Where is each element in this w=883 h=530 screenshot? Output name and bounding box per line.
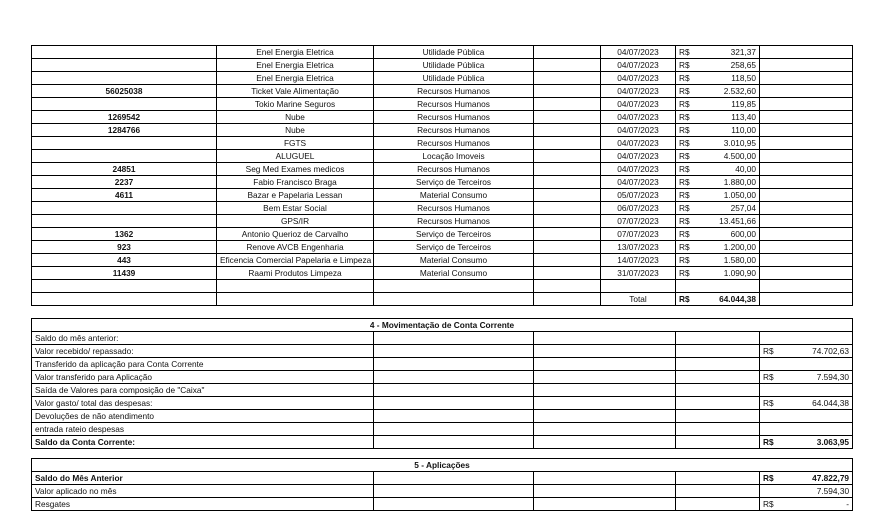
empty-cell xyxy=(374,410,534,423)
empty-cell xyxy=(534,345,676,358)
empty-cell xyxy=(534,163,601,176)
date-cell: 04/07/2023 xyxy=(601,163,676,176)
empty-cell xyxy=(534,410,676,423)
value-cell xyxy=(780,410,853,423)
document-code-cell: 56025038 xyxy=(32,85,217,98)
category-cell: Recursos Humanos xyxy=(374,111,534,124)
total-currency: R$ xyxy=(676,293,698,306)
currency-cell: R$ xyxy=(676,98,698,111)
empty-cell xyxy=(374,498,534,511)
table-row xyxy=(32,423,853,436)
value-cell: 110,00 xyxy=(698,124,760,137)
empty-cell xyxy=(534,85,601,98)
empty-cell xyxy=(676,384,760,397)
empty-cell xyxy=(374,371,534,384)
empty-cell xyxy=(32,280,217,293)
supplier-name-cell: Bazar e Papelaria Lessan xyxy=(217,189,374,202)
currency-cell: R$ xyxy=(676,189,698,202)
empty-cell xyxy=(374,485,534,498)
empty-cell xyxy=(760,228,853,241)
currency-cell: R$ xyxy=(760,498,780,511)
row-label: Transferido da aplicação para Conta Corrente xyxy=(32,358,374,371)
value-cell: - xyxy=(780,498,853,511)
empty-cell xyxy=(760,241,853,254)
empty-cell xyxy=(676,436,760,449)
empty-cell xyxy=(374,280,534,293)
category-cell: Material Consumo xyxy=(374,189,534,202)
conta-corrente-table xyxy=(31,318,853,449)
currency-cell: R$ xyxy=(676,46,698,59)
table-row xyxy=(32,267,853,280)
empty-cell xyxy=(534,111,601,124)
value-cell: 321,37 xyxy=(698,46,760,59)
value-cell: 7.594,30 xyxy=(780,371,853,384)
empty-cell xyxy=(760,267,853,280)
value-cell: 258,65 xyxy=(698,59,760,72)
aplicacoes-title: 5 - Aplicações xyxy=(32,459,853,472)
empty-cell xyxy=(534,202,601,215)
empty-cell xyxy=(374,332,534,345)
empty-cell xyxy=(534,72,601,85)
supplier-name-cell: Raami Produtos Limpeza xyxy=(217,267,374,280)
category-cell: Utilidade Pública xyxy=(374,72,534,85)
row-label: Valor transferido para Aplicação xyxy=(32,371,374,384)
currency-cell: R$ xyxy=(676,202,698,215)
empty-cell xyxy=(760,59,853,72)
currency-cell: R$ xyxy=(676,72,698,85)
value-cell: 257,04 xyxy=(698,202,760,215)
row-label: Valor aplicado no mês xyxy=(32,485,374,498)
category-cell: Recursos Humanos xyxy=(374,137,534,150)
row-label: Valor gasto/ total das despesas: xyxy=(32,397,374,410)
date-cell: 05/07/2023 xyxy=(601,189,676,202)
value-cell: 1.200,00 xyxy=(698,241,760,254)
table-row xyxy=(32,215,853,228)
supplier-name-cell: Nube xyxy=(217,111,374,124)
empty-cell xyxy=(676,410,760,423)
empty-cell xyxy=(534,498,676,511)
expenses-table xyxy=(31,45,853,306)
supplier-name-cell: Enel Energia Eletrica xyxy=(217,72,374,85)
empty-cell xyxy=(760,85,853,98)
currency-cell: R$ xyxy=(676,267,698,280)
value-cell: 1.090,90 xyxy=(698,267,760,280)
empty-cell xyxy=(534,241,601,254)
empty-cell xyxy=(676,498,760,511)
category-cell: Recursos Humanos xyxy=(374,98,534,111)
category-cell: Serviço de Terceiros xyxy=(374,241,534,254)
date-cell: 04/07/2023 xyxy=(601,85,676,98)
category-cell: Recursos Humanos xyxy=(374,124,534,137)
document-code-cell: 923 xyxy=(32,241,217,254)
value-cell: 1.880,00 xyxy=(698,176,760,189)
document-code-cell: 2237 xyxy=(32,176,217,189)
table-row xyxy=(32,384,853,397)
supplier-name-cell: Enel Energia Eletrica xyxy=(217,46,374,59)
document-code-cell: 443 xyxy=(32,254,217,267)
currency-cell: R$ xyxy=(760,472,780,485)
total-row xyxy=(32,293,853,306)
table-row xyxy=(32,397,853,410)
empty-cell xyxy=(760,176,853,189)
supplier-name-cell: GPS/IR xyxy=(217,215,374,228)
document-code-cell: 11439 xyxy=(32,267,217,280)
value-cell xyxy=(780,423,853,436)
empty-cell xyxy=(760,46,853,59)
value-cell: 119,85 xyxy=(698,98,760,111)
supplier-name-cell: ALUGUEL xyxy=(217,150,374,163)
category-cell: Material Consumo xyxy=(374,267,534,280)
empty-row xyxy=(32,280,853,293)
date-cell: 14/07/2023 xyxy=(601,254,676,267)
value-cell xyxy=(780,384,853,397)
empty-cell xyxy=(374,293,534,306)
category-cell: Recursos Humanos xyxy=(374,163,534,176)
row-label: entrada rateio despesas xyxy=(32,423,374,436)
supplier-name-cell: Antonio Querioz de Carvalho xyxy=(217,228,374,241)
empty-cell xyxy=(374,436,534,449)
empty-cell xyxy=(534,124,601,137)
empty-cell xyxy=(760,124,853,137)
value-cell: 600,00 xyxy=(698,228,760,241)
category-cell: Utilidade Pública xyxy=(374,59,534,72)
aplicacoes-table xyxy=(31,458,853,511)
conta-corrente-title-row xyxy=(32,319,853,332)
empty-cell xyxy=(217,293,374,306)
empty-cell xyxy=(374,345,534,358)
table-row xyxy=(32,46,853,59)
empty-cell xyxy=(534,215,601,228)
empty-cell xyxy=(32,293,217,306)
aplicacoes-title-row xyxy=(32,459,853,472)
table-row xyxy=(32,150,853,163)
empty-cell xyxy=(534,423,676,436)
date-cell: 06/07/2023 xyxy=(601,202,676,215)
table-row xyxy=(32,498,853,511)
value-cell: 7.594,30 xyxy=(780,485,853,498)
document-code-cell xyxy=(32,72,217,85)
table-row xyxy=(32,176,853,189)
empty-cell xyxy=(760,189,853,202)
empty-cell xyxy=(676,332,760,345)
document-code-cell: 4611 xyxy=(32,189,217,202)
empty-cell xyxy=(534,59,601,72)
date-cell: 04/07/2023 xyxy=(601,111,676,124)
supplier-name-cell: Seg Med Exames medicos xyxy=(217,163,374,176)
empty-cell xyxy=(676,485,760,498)
empty-cell xyxy=(760,293,853,306)
currency-cell xyxy=(760,410,780,423)
date-cell: 07/07/2023 xyxy=(601,215,676,228)
empty-cell xyxy=(534,150,601,163)
supplier-name-cell: FGTS xyxy=(217,137,374,150)
document-code-cell: 1362 xyxy=(32,228,217,241)
category-cell: Recursos Humanos xyxy=(374,202,534,215)
currency-cell: R$ xyxy=(760,345,780,358)
empty-cell xyxy=(760,202,853,215)
empty-cell xyxy=(676,358,760,371)
currency-cell: R$ xyxy=(676,59,698,72)
document-code-cell xyxy=(32,46,217,59)
value-cell: 74.702,63 xyxy=(780,345,853,358)
supplier-name-cell: Ticket Vale Alimentação xyxy=(217,85,374,98)
empty-cell xyxy=(534,397,676,410)
document-code-cell: 1269542 xyxy=(32,111,217,124)
document-code-cell: 1284766 xyxy=(32,124,217,137)
date-cell: 04/07/2023 xyxy=(601,176,676,189)
supplier-name-cell: Bem Estar Social xyxy=(217,202,374,215)
empty-cell xyxy=(760,98,853,111)
table-row xyxy=(32,124,853,137)
table-row xyxy=(32,332,853,345)
empty-cell xyxy=(374,358,534,371)
empty-cell xyxy=(676,397,760,410)
empty-cell xyxy=(534,254,601,267)
category-cell: Locação Imoveis xyxy=(374,150,534,163)
value-cell: 40,00 xyxy=(698,163,760,176)
value-cell: 113,40 xyxy=(698,111,760,124)
row-label: Saldo da Conta Corrente: xyxy=(32,436,374,449)
document-code-cell xyxy=(32,137,217,150)
supplier-name-cell: Eficencia Comercial Papelaria e Limpeza xyxy=(217,254,374,267)
category-cell: Serviço de Terceiros xyxy=(374,176,534,189)
row-label: Devoluções de não atendimento xyxy=(32,410,374,423)
table-row xyxy=(32,241,853,254)
currency-cell xyxy=(760,485,780,498)
supplier-name-cell: Tokio Marine Seguros xyxy=(217,98,374,111)
row-label: Saída de Valores para composição de "Caixa" xyxy=(32,384,374,397)
supplier-name-cell: Fabio Francisco Braga xyxy=(217,176,374,189)
value-cell: 118,50 xyxy=(698,72,760,85)
date-cell: 04/07/2023 xyxy=(601,137,676,150)
empty-cell xyxy=(676,345,760,358)
currency-cell: R$ xyxy=(676,137,698,150)
empty-cell xyxy=(534,280,601,293)
row-label: Valor recebido/ repassado: xyxy=(32,345,374,358)
value-cell xyxy=(780,332,853,345)
table-row xyxy=(32,111,853,124)
currency-cell xyxy=(760,358,780,371)
value-cell: 13.451,66 xyxy=(698,215,760,228)
empty-cell xyxy=(534,371,676,384)
row-label: Saldo do mês anterior: xyxy=(32,332,374,345)
empty-cell xyxy=(534,267,601,280)
document-code-cell xyxy=(32,215,217,228)
table-row xyxy=(32,72,853,85)
value-cell: 2.532,60 xyxy=(698,85,760,98)
table-row xyxy=(32,436,853,449)
category-cell: Serviço de Terceiros xyxy=(374,228,534,241)
category-cell: Material Consumo xyxy=(374,254,534,267)
currency-cell: R$ xyxy=(676,111,698,124)
empty-cell xyxy=(534,98,601,111)
table-row xyxy=(32,472,853,485)
document-code-cell xyxy=(32,59,217,72)
table-row xyxy=(32,358,853,371)
document-code-cell xyxy=(32,150,217,163)
category-cell: Recursos Humanos xyxy=(374,215,534,228)
supplier-name-cell: Renove AVCB Engenharia xyxy=(217,241,374,254)
date-cell: 31/07/2023 xyxy=(601,267,676,280)
currency-cell: R$ xyxy=(676,228,698,241)
currency-cell xyxy=(760,332,780,345)
empty-cell xyxy=(760,163,853,176)
currency-cell: R$ xyxy=(760,397,780,410)
empty-cell xyxy=(534,228,601,241)
table-row xyxy=(32,485,853,498)
empty-cell xyxy=(374,472,534,485)
empty-cell xyxy=(760,254,853,267)
table-row xyxy=(32,59,853,72)
table-row xyxy=(32,137,853,150)
currency-cell: R$ xyxy=(676,241,698,254)
table-row xyxy=(32,228,853,241)
currency-cell: R$ xyxy=(676,150,698,163)
empty-cell xyxy=(534,332,676,345)
empty-cell xyxy=(374,423,534,436)
date-cell: 04/07/2023 xyxy=(601,124,676,137)
empty-cell xyxy=(534,358,676,371)
currency-cell: R$ xyxy=(676,124,698,137)
empty-cell xyxy=(374,397,534,410)
empty-cell xyxy=(534,189,601,202)
value-cell: 4.500,00 xyxy=(698,150,760,163)
empty-cell xyxy=(760,280,853,293)
empty-cell xyxy=(217,280,374,293)
empty-cell xyxy=(676,472,760,485)
table-row xyxy=(32,163,853,176)
date-cell: 04/07/2023 xyxy=(601,59,676,72)
empty-cell xyxy=(760,215,853,228)
currency-cell: R$ xyxy=(760,371,780,384)
row-label: Saldo do Mês Anterior xyxy=(32,472,374,485)
date-cell: 04/07/2023 xyxy=(601,72,676,85)
empty-cell xyxy=(534,384,676,397)
empty-cell xyxy=(601,280,676,293)
total-label: Total xyxy=(601,293,676,306)
empty-cell xyxy=(760,111,853,124)
supplier-name-cell: Nube xyxy=(217,124,374,137)
currency-cell: R$ xyxy=(676,163,698,176)
empty-cell xyxy=(534,485,676,498)
currency-cell: R$ xyxy=(676,215,698,228)
document-code-cell xyxy=(32,202,217,215)
empty-cell xyxy=(698,280,760,293)
empty-cell xyxy=(534,176,601,189)
value-cell: 47.822,79 xyxy=(780,472,853,485)
value-cell: 1.050,00 xyxy=(698,189,760,202)
date-cell: 13/07/2023 xyxy=(601,241,676,254)
empty-cell xyxy=(374,384,534,397)
table-row xyxy=(32,254,853,267)
currency-cell xyxy=(760,423,780,436)
empty-cell xyxy=(534,293,601,306)
date-cell: 04/07/2023 xyxy=(601,150,676,163)
currency-cell: R$ xyxy=(676,85,698,98)
table-row xyxy=(32,345,853,358)
empty-cell xyxy=(676,280,698,293)
document-code-cell xyxy=(32,98,217,111)
currency-cell xyxy=(760,384,780,397)
value-cell: 3.063,95 xyxy=(780,436,853,449)
category-cell: Recursos Humanos xyxy=(374,85,534,98)
date-cell: 04/07/2023 xyxy=(601,46,676,59)
supplier-name-cell: Enel Energia Eletrica xyxy=(217,59,374,72)
currency-cell: R$ xyxy=(760,436,780,449)
date-cell: 07/07/2023 xyxy=(601,228,676,241)
value-cell: 64.044,38 xyxy=(780,397,853,410)
value-cell xyxy=(780,358,853,371)
empty-cell xyxy=(534,436,676,449)
table-row xyxy=(32,189,853,202)
table-row xyxy=(32,410,853,423)
category-cell: Utilidade Pública xyxy=(374,46,534,59)
row-label: Resgates xyxy=(32,498,374,511)
empty-cell xyxy=(760,137,853,150)
table-row xyxy=(32,371,853,384)
document-code-cell: 24851 xyxy=(32,163,217,176)
empty-cell xyxy=(760,150,853,163)
total-value: 64.044,38 xyxy=(698,293,760,306)
empty-cell xyxy=(534,46,601,59)
conta-corrente-title: 4 - Movimentação de Conta Corrente xyxy=(32,319,853,332)
value-cell: 1.580,00 xyxy=(698,254,760,267)
empty-cell xyxy=(534,137,601,150)
value-cell: 3.010,95 xyxy=(698,137,760,150)
currency-cell: R$ xyxy=(676,176,698,189)
table-row xyxy=(32,202,853,215)
table-row xyxy=(32,98,853,111)
currency-cell: R$ xyxy=(676,254,698,267)
empty-cell xyxy=(534,472,676,485)
table-row xyxy=(32,85,853,98)
empty-cell xyxy=(676,423,760,436)
date-cell: 04/07/2023 xyxy=(601,98,676,111)
empty-cell xyxy=(676,371,760,384)
empty-cell xyxy=(760,72,853,85)
